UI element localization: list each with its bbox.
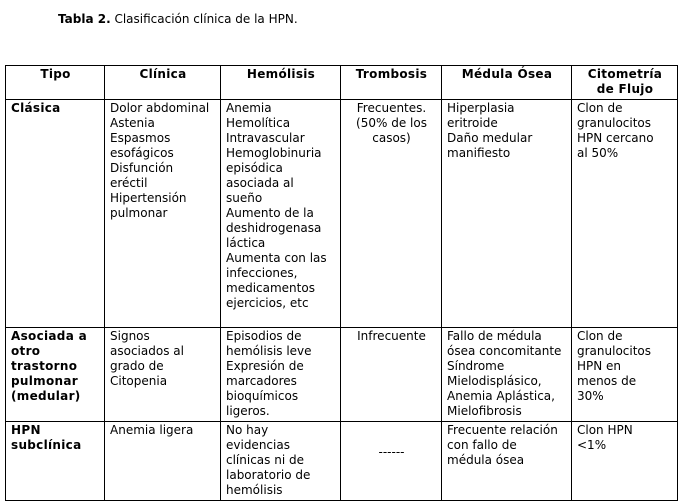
cell-line: ------ bbox=[378, 445, 405, 459]
cell-line: otro bbox=[11, 344, 41, 358]
cell-line: asociada al bbox=[226, 176, 294, 190]
cell-line: ósea concomitante bbox=[447, 344, 562, 358]
cell-trombosis bbox=[341, 328, 442, 422]
cell-line: Expresión de bbox=[226, 359, 304, 373]
cell-line: ejercicios, etc bbox=[226, 296, 309, 310]
cell-line: Clásica bbox=[11, 101, 61, 115]
cell-citometria bbox=[572, 422, 678, 501]
cell-medula-osea bbox=[442, 100, 572, 328]
cell-line: subclínica bbox=[11, 438, 82, 452]
cell-line: <1% bbox=[577, 438, 607, 452]
cell-tipo bbox=[6, 100, 105, 328]
cell-line: Hemoglobinuria bbox=[226, 146, 322, 160]
cell-line: Intravascular bbox=[226, 131, 305, 145]
cell-line: medicamentos bbox=[226, 281, 315, 295]
cell-line: hemólisis leve bbox=[226, 344, 312, 358]
cell-line: hemólisis bbox=[226, 483, 283, 497]
caption-label: Tabla 2. bbox=[58, 12, 111, 26]
cell-line: HPN bbox=[11, 423, 41, 437]
cell-line: 30% bbox=[577, 389, 604, 403]
cell-line: Espasmos bbox=[110, 131, 171, 145]
cell-line: grado de bbox=[110, 359, 164, 373]
cell-line: Daño medular bbox=[447, 131, 533, 145]
cell-line: Signos bbox=[110, 329, 150, 343]
table-header-row bbox=[6, 66, 678, 100]
header-tipo: Tipo bbox=[6, 66, 105, 100]
cell-medula-osea bbox=[442, 422, 572, 501]
cell-line: Hipertensión bbox=[110, 191, 187, 205]
cell-line: Síndrome bbox=[447, 359, 505, 373]
cell-line: eritroide bbox=[447, 116, 498, 130]
cell-line: (medular) bbox=[11, 389, 81, 403]
cell-line: granulocitos bbox=[577, 344, 652, 358]
caption-text: Clasificación clínica de la HPN. bbox=[114, 12, 298, 26]
cell-hemolisis bbox=[221, 422, 341, 501]
cell-line: médula ósea bbox=[447, 453, 525, 467]
cell-line: laboratorio de bbox=[226, 468, 311, 482]
header-citometria: Citometría de Flujo bbox=[572, 66, 678, 100]
cell-line: granulocitos bbox=[577, 116, 652, 130]
header-clinica: Clínica bbox=[105, 66, 221, 100]
cell-line: asociados al bbox=[110, 344, 184, 358]
cell-line: sueño bbox=[226, 191, 263, 205]
cell-line: láctica bbox=[226, 236, 266, 250]
cell-line: Aumento de la bbox=[226, 206, 314, 220]
cell-line: Clon de bbox=[577, 329, 623, 343]
cell-line: manifiesto bbox=[447, 146, 511, 160]
cell-line: HPN en bbox=[577, 359, 622, 373]
cell-line: ligeros. bbox=[226, 404, 270, 418]
cell-line: casos) bbox=[372, 131, 411, 145]
cell-medula-osea bbox=[442, 328, 572, 422]
hpn-classification-table bbox=[5, 65, 678, 501]
cell-citometria bbox=[572, 100, 678, 328]
cell-line: eréctil bbox=[110, 176, 148, 190]
cell-tipo bbox=[6, 328, 105, 422]
cell-line: Anemia Aplástica, bbox=[447, 389, 555, 403]
cell-line: Infrecuente bbox=[357, 329, 426, 343]
cell-line: Hiperplasia bbox=[447, 101, 515, 115]
table-caption bbox=[58, 11, 298, 27]
cell-line: marcadores bbox=[226, 374, 297, 388]
header-trombosis: Trombosis bbox=[341, 66, 442, 100]
cell-line: Frecuente relación bbox=[447, 423, 558, 437]
cell-tipo bbox=[6, 422, 105, 501]
cell-line: Citopenia bbox=[110, 374, 168, 388]
cell-line: Clon de bbox=[577, 101, 623, 115]
table-row bbox=[6, 328, 678, 422]
cell-trombosis bbox=[341, 422, 442, 501]
cell-clinica bbox=[105, 422, 221, 501]
header-medula-osea: Médula Ósea bbox=[442, 66, 572, 100]
cell-line: Aumenta con las bbox=[226, 251, 327, 265]
cell-line: (50% de los bbox=[356, 116, 427, 130]
cell-line: episódica bbox=[226, 161, 283, 175]
cell-line: al 50% bbox=[577, 146, 619, 160]
cell-line: trastorno bbox=[11, 359, 78, 373]
cell-line: con fallo de bbox=[447, 438, 517, 452]
cell-line: Mielodisplásico, bbox=[447, 374, 542, 388]
cell-line: pulmonar bbox=[11, 374, 78, 388]
cell-line: clínicas ni de bbox=[226, 453, 304, 467]
cell-hemolisis bbox=[221, 100, 341, 328]
cell-line: Frecuentes. bbox=[356, 101, 427, 115]
cell-line: infecciones, bbox=[226, 266, 298, 280]
cell-clinica bbox=[105, 100, 221, 328]
cell-line: Mielofibrosis bbox=[447, 404, 522, 418]
cell-line: evidencias bbox=[226, 438, 290, 452]
cell-citometria bbox=[572, 328, 678, 422]
cell-line: No hay bbox=[226, 423, 269, 437]
cell-line: Disfunción bbox=[110, 161, 174, 175]
cell-line: Asociada a bbox=[11, 329, 87, 343]
cell-line: deshidrogenasa bbox=[226, 221, 322, 235]
cell-line: esofágicos bbox=[110, 146, 174, 160]
table-row bbox=[6, 422, 678, 501]
cell-line: bioquímicos bbox=[226, 389, 299, 403]
cell-hemolisis bbox=[221, 328, 341, 422]
cell-trombosis bbox=[341, 100, 442, 328]
cell-line: pulmonar bbox=[110, 206, 168, 220]
cell-line: Anemia ligera bbox=[110, 423, 194, 437]
cell-line: Dolor abdominal bbox=[110, 101, 210, 115]
cell-line: Episodios de bbox=[226, 329, 302, 343]
cell-line: menos de bbox=[577, 374, 637, 388]
cell-line: Anemia bbox=[226, 101, 272, 115]
cell-line: Astenia bbox=[110, 116, 155, 130]
table-row bbox=[6, 100, 678, 328]
cell-line: Clon HPN bbox=[577, 423, 633, 437]
cell-line: HPN cercano bbox=[577, 131, 654, 145]
cell-line: Hemolítica bbox=[226, 116, 291, 130]
cell-line: Fallo de médula bbox=[447, 329, 542, 343]
header-hemolisis: Hemólisis bbox=[221, 66, 341, 100]
cell-clinica bbox=[105, 328, 221, 422]
